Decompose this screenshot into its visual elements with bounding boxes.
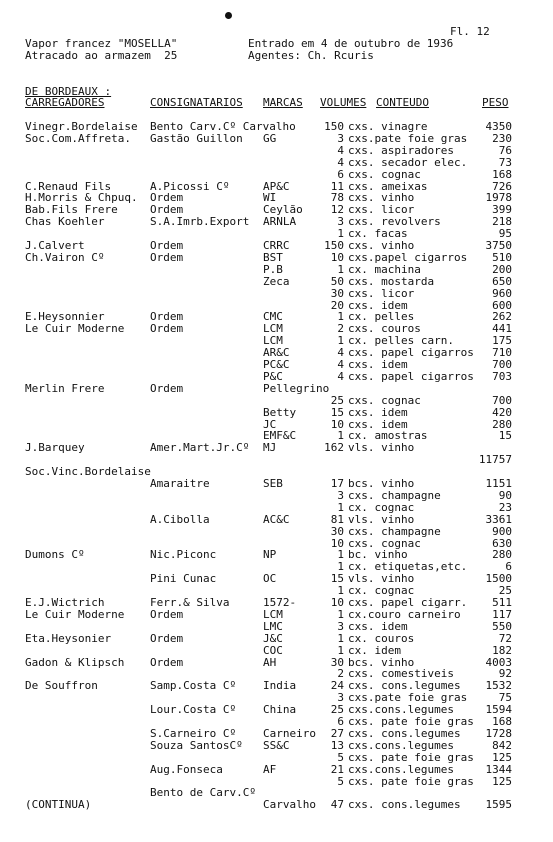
- weight-cell: 441: [492, 322, 512, 336]
- weight-cell: 168: [492, 715, 512, 728]
- weight-cell: 700: [492, 358, 512, 371]
- shipper-cell: (CONTINUA): [25, 798, 92, 812]
- volume-cell: 2: [337, 322, 344, 336]
- col-header-contents: CONTEUDO: [376, 96, 429, 109]
- shipper-cell: Bab.Fils Frere: [25, 203, 118, 217]
- contents-cell: cxs. ameixas: [348, 179, 428, 193]
- col-header-marks: MARCAS: [263, 96, 303, 109]
- consignee-cell: A.Cibolla: [150, 512, 210, 526]
- consignee-cell: Ordem: [150, 322, 184, 336]
- contents-cell: cxs. vinho: [348, 191, 415, 205]
- volume-cell: 4: [337, 358, 344, 371]
- contents-cell: bcs. vinho: [348, 655, 415, 669]
- contents-cell: cxs. licor: [348, 286, 415, 300]
- contents-cell: vls. vinho: [348, 512, 415, 526]
- contents-cell: cxs. cons.legumes: [348, 679, 461, 693]
- shipper-cell: Vinegr.Bordelaise: [25, 120, 138, 133]
- consignee-cell: Ordem: [150, 191, 184, 205]
- punch-hole: [225, 12, 232, 19]
- contents-cell: cxs. papel cigarros: [348, 369, 474, 383]
- contents-cell: cx. cognac: [348, 584, 415, 598]
- mark-cell: AC&C: [263, 512, 290, 526]
- contents-cell: cxs. cons.legumes: [348, 726, 461, 740]
- contents-cell: cx. facas: [348, 227, 408, 241]
- contents-cell: cxs. papel cigarros: [348, 346, 474, 360]
- consignee-cell: Bento de Carv.Cº: [150, 786, 256, 800]
- shipper-cell: E.J.Wictrich: [25, 596, 105, 609]
- consignee-cell: Pini Cunac: [150, 572, 217, 586]
- volume-cell: 2: [337, 667, 344, 681]
- mark-cell: MJ: [263, 441, 277, 455]
- mark-cell: P&C: [263, 369, 283, 383]
- contents-cell: cxs. pate foie gras: [348, 774, 474, 788]
- weight-cell: 1344: [485, 762, 512, 776]
- weight-cell: 72: [498, 631, 512, 645]
- folio-number: Fl. 12: [450, 25, 490, 38]
- mark-cell: CRRC: [263, 239, 290, 252]
- contents-cell: cxs. idem: [348, 298, 408, 312]
- contents-cell: cxs. revolvers: [348, 215, 441, 229]
- shipper-cell: C.Renaud Fils: [25, 179, 112, 193]
- volume-cell: 1: [337, 584, 344, 598]
- contents-cell: cxs. champagne: [348, 524, 441, 538]
- volume-cell: 30: [330, 286, 344, 300]
- volume-cell: 25: [330, 393, 344, 407]
- weight-cell: 700: [492, 393, 512, 407]
- shipper-cell: Dumons Cº: [25, 548, 85, 562]
- mark-cell: J&C: [263, 631, 283, 645]
- weight-cell: 200: [492, 262, 512, 276]
- volume-cell: 1: [337, 227, 344, 241]
- volume-cell: 3: [337, 619, 344, 633]
- volume-cell: 150: [324, 120, 344, 133]
- volume-cell: 1: [337, 607, 344, 621]
- contents-cell: cxs. mostarda: [348, 274, 435, 288]
- weight-cell: 842: [492, 738, 512, 752]
- contents-cell: vls. vinho: [348, 441, 415, 455]
- volume-cell: 3: [337, 215, 344, 229]
- weight-cell: 960: [492, 286, 512, 300]
- weight-cell: 90: [498, 488, 512, 502]
- shipper-cell: De Souffron: [25, 679, 98, 693]
- volume-cell: 13: [330, 738, 344, 752]
- contents-cell: cxs. champagne: [348, 488, 441, 502]
- weight-cell: 550: [492, 619, 512, 633]
- consignee-cell: Ordem: [150, 381, 184, 395]
- weight-cell: 25: [498, 584, 512, 598]
- weight-cell: 1595: [485, 798, 512, 812]
- mark-cell: AH: [263, 655, 277, 669]
- weight-cell: 3750: [485, 239, 512, 252]
- volume-cell: 10: [330, 250, 344, 264]
- volume-cell: 10: [330, 536, 344, 550]
- mark-cell: GG: [263, 131, 277, 145]
- consignee-cell: Lour.Costa Cº: [150, 703, 237, 717]
- berth-info: Atracado ao armazem 25: [25, 49, 178, 62]
- contents-cell: cx. cognac: [348, 500, 415, 514]
- volume-cell: 5: [337, 774, 344, 788]
- weight-cell: 1532: [485, 679, 512, 693]
- volume-cell: 3: [337, 691, 344, 705]
- mark-cell: PC&C: [263, 358, 290, 371]
- volume-cell: 162: [324, 441, 344, 455]
- consignee-cell: Ordem: [150, 250, 184, 264]
- shipper-cell: Le Cuir Moderne: [25, 607, 125, 621]
- mark-cell: ARNLA: [263, 215, 297, 229]
- weight-cell: 1500: [485, 572, 512, 586]
- contents-cell: cxs. cons.legumes: [348, 798, 461, 812]
- consignee-cell: Amer.Mart.Jr.Cº: [150, 441, 250, 455]
- volume-cell: 4: [337, 143, 344, 157]
- contents-cell: cxs. aspiradores: [348, 143, 454, 157]
- weight-cell: 95: [498, 227, 512, 241]
- weight-cell: 710: [492, 346, 512, 360]
- col-header-shippers: CARREGADORES: [25, 96, 105, 109]
- volume-cell: 15: [330, 405, 344, 419]
- mark-cell: Zeca: [263, 274, 290, 288]
- consignee-cell: A.Picossi Cº: [150, 179, 230, 193]
- volume-cell: 17: [330, 477, 344, 490]
- weight-cell: 3361: [485, 512, 512, 526]
- volume-cell: 1: [337, 500, 344, 514]
- volume-cell: 21: [330, 762, 344, 776]
- contents-cell: cxs. vinho: [348, 239, 415, 252]
- mark-cell: CMC: [263, 310, 283, 324]
- contents-cell: bcs. vinho: [348, 477, 415, 490]
- consignee-cell: S.A.Imrb.Export: [150, 215, 250, 229]
- mark-cell: LCM: [263, 607, 283, 621]
- weight-cell: 1594: [485, 703, 512, 717]
- weight-cell: 262: [492, 310, 512, 324]
- contents-cell: cxs. idem: [348, 619, 408, 633]
- volume-cell: 10: [330, 596, 344, 609]
- contents-cell: cxs.pate foie gras: [348, 691, 468, 705]
- weight-cell: 4350: [485, 120, 512, 133]
- mark-cell: LCM: [263, 322, 283, 336]
- weight-cell: 420: [492, 405, 512, 419]
- volume-cell: 27: [330, 726, 344, 740]
- volume-cell: 3: [337, 131, 344, 145]
- contents-cell: cxs. comestiveis: [348, 667, 454, 681]
- mark-cell: EMF&C: [263, 429, 297, 443]
- contents-cell: cxs. papel cigarr.: [348, 596, 468, 609]
- weight-cell: 175: [492, 334, 512, 348]
- mark-cell: WI: [263, 191, 277, 205]
- contents-cell: vls. vinho: [348, 572, 415, 586]
- shipper-cell: Soc.Com.Affreta.: [25, 131, 131, 145]
- mark-cell: 1572-: [263, 596, 297, 609]
- weight-cell: 1151: [485, 477, 512, 490]
- mark-cell: SS&C: [263, 738, 290, 752]
- consignee-cell: Ferr.& Silva: [150, 596, 230, 609]
- contents-cell: cxs.cons.legumes: [348, 762, 454, 776]
- contents-cell: cxs. secador elec.: [348, 155, 468, 169]
- contents-cell: cx. pelles carn.: [348, 334, 454, 348]
- consignee-cell: Souza SantosCº: [150, 738, 243, 752]
- weight-cell: 11757: [478, 453, 512, 467]
- contents-cell: cxs.cons.legumes: [348, 703, 454, 717]
- weight-cell: 125: [492, 774, 512, 788]
- volume-cell: 1: [337, 643, 344, 657]
- col-header-volumes: VOLUMES: [320, 96, 367, 109]
- contents-cell: cxs. pate foie gras: [348, 750, 474, 764]
- shipper-cell: J.Barquey: [25, 441, 85, 455]
- shipper-cell: Merlin Frere: [25, 381, 105, 395]
- contents-cell: cx. etiquetas,etc.: [348, 560, 468, 574]
- weight-cell: 726: [492, 179, 512, 193]
- consignee-cell: S.Carneiro Cº: [150, 726, 237, 740]
- volume-cell: 10: [330, 417, 344, 431]
- contents-cell: cxs. idem: [348, 405, 408, 419]
- volume-cell: 5: [337, 750, 344, 764]
- consignee-cell: Aug.Fonseca: [150, 762, 223, 776]
- volume-cell: 1: [337, 560, 344, 574]
- volume-cell: 81: [330, 512, 344, 526]
- consignee-cell: Ordem: [150, 607, 184, 621]
- contents-cell: cxs.papel cigarros: [348, 250, 468, 264]
- volume-cell: 30: [330, 655, 344, 669]
- mark-cell: BST: [263, 250, 283, 264]
- volume-cell: 24: [330, 679, 344, 693]
- shipper-cell: Ch.Vairon Cº: [25, 250, 105, 264]
- volume-cell: 30: [330, 524, 344, 538]
- consignee-cell: Ordem: [150, 203, 184, 217]
- origin-port: DE BORDEAUX :: [25, 85, 112, 98]
- weight-cell: 73: [498, 155, 512, 169]
- contents-cell: cxs. pate foie gras: [348, 715, 474, 728]
- contents-cell: cx. amostras: [348, 429, 428, 443]
- weight-cell: 6: [505, 560, 512, 574]
- contents-cell: cxs.cons.legumes: [348, 738, 454, 752]
- mark-cell: JC: [263, 417, 277, 431]
- shipper-cell: Soc.Vinc.Bordelaise: [25, 465, 151, 479]
- weight-cell: 182: [492, 643, 512, 657]
- weight-cell: 92: [498, 667, 512, 681]
- mark-cell: Carneiro: [263, 726, 316, 740]
- contents-cell: cx. machina: [348, 262, 421, 276]
- volume-cell: 150: [324, 239, 344, 252]
- weight-cell: 4003: [485, 655, 512, 669]
- weight-cell: 76: [498, 143, 512, 157]
- volume-cell: 3: [337, 488, 344, 502]
- volume-cell: 4: [337, 346, 344, 360]
- mark-cell: AP&C: [263, 179, 290, 193]
- consignee-cell: Gastão Guillon: [150, 131, 243, 145]
- contents-cell: cx. idem: [348, 643, 401, 657]
- volume-cell: 1: [337, 310, 344, 324]
- weight-cell: 1728: [485, 726, 512, 740]
- consignee-cell: Ordem: [150, 655, 184, 669]
- weight-cell: 230: [492, 131, 512, 145]
- contents-cell: cxs. cognac: [348, 393, 421, 407]
- mark-cell: OC: [263, 572, 277, 586]
- weight-cell: 511: [492, 596, 512, 609]
- shipper-cell: H.Morris & Chpuq.: [25, 191, 138, 205]
- weight-cell: 280: [492, 548, 512, 562]
- volume-cell: 11: [330, 179, 344, 193]
- mark-cell: LMC: [263, 619, 283, 633]
- weight-cell: 23: [498, 500, 512, 514]
- weight-cell: 900: [492, 524, 512, 538]
- volume-cell: 47: [330, 798, 344, 812]
- shipper-cell: Gadon & Klipsch: [25, 655, 125, 669]
- weight-cell: 280: [492, 417, 512, 431]
- weight-cell: 600: [492, 298, 512, 312]
- consignee-cell: Ordem: [150, 239, 184, 252]
- consignee-cell: Samp.Costa Cº: [150, 679, 237, 693]
- volume-cell: 6: [337, 715, 344, 728]
- volume-cell: 6: [337, 167, 344, 181]
- weight-cell: 650: [492, 274, 512, 288]
- mark-cell: China: [263, 703, 297, 717]
- mark-cell: SEB: [263, 477, 283, 490]
- mark-cell: Carvalho: [263, 798, 316, 812]
- consignee-cell: Nic.Piconc: [150, 548, 217, 562]
- shipper-cell: E.Heysonnier: [25, 310, 105, 324]
- contents-cell: cxs. couros: [348, 322, 421, 336]
- col-header-weight: PESO: [482, 96, 509, 109]
- col-header-consignees: CONSIGNATARIOS: [150, 96, 243, 109]
- volume-cell: 1: [337, 631, 344, 645]
- weight-cell: 399: [492, 203, 512, 217]
- volume-cell: 1: [337, 334, 344, 348]
- volume-cell: 15: [330, 572, 344, 586]
- volume-cell: 25: [330, 703, 344, 717]
- volume-cell: 1: [337, 548, 344, 562]
- consignee-cell: Ordem: [150, 310, 184, 324]
- shipper-cell: Eta.Heysonier: [25, 631, 112, 645]
- mark-cell: India: [263, 679, 297, 693]
- contents-cell: cx. pelles: [348, 310, 415, 324]
- weight-cell: 1978: [485, 191, 512, 205]
- volume-cell: 12: [330, 203, 344, 217]
- arrival-date: Entrado em 4 de outubro de 1936: [248, 37, 454, 50]
- contents-cell: cxs. licor: [348, 203, 415, 217]
- weight-cell: 218: [492, 215, 512, 229]
- contents-cell: cxs. idem: [348, 417, 408, 431]
- shipper-cell: J.Calvert: [25, 239, 85, 252]
- mark-cell: AR&C: [263, 346, 290, 360]
- consignee-cell: Bento Carv.Cº Carvalho: [150, 120, 296, 133]
- weight-cell: 125: [492, 750, 512, 764]
- weight-cell: 630: [492, 536, 512, 550]
- mark-cell: Pellegrino: [263, 381, 330, 395]
- agents-info: Agentes: Ch. Rcuris: [248, 49, 374, 62]
- contents-cell: cxs.pate foie gras: [348, 131, 468, 145]
- mark-cell: Ceylão: [263, 203, 303, 217]
- shipper-cell: Le Cuir Moderne: [25, 322, 125, 336]
- volume-cell: 1: [337, 262, 344, 276]
- volume-cell: 20: [330, 298, 344, 312]
- ship-name: Vapor francez "MOSELLA": [25, 37, 178, 50]
- mark-cell: COC: [263, 643, 283, 657]
- contents-cell: cxs. vinagre: [348, 120, 428, 133]
- weight-cell: 168: [492, 167, 512, 181]
- volume-cell: 78: [330, 191, 344, 205]
- volume-cell: 1: [337, 429, 344, 443]
- contents-cell: bc. vinho: [348, 548, 408, 562]
- weight-cell: 117: [492, 607, 512, 621]
- contents-cell: cxs. idem: [348, 358, 408, 371]
- mark-cell: P.B: [263, 262, 283, 276]
- volume-cell: 50: [330, 274, 344, 288]
- mark-cell: Betty: [263, 405, 297, 419]
- contents-cell: cxs. cognac: [348, 536, 421, 550]
- contents-cell: cx. couros: [348, 631, 415, 645]
- contents-cell: cxs. cognac: [348, 167, 421, 181]
- consignee-cell: Ordem: [150, 631, 184, 645]
- weight-cell: 510: [492, 250, 512, 264]
- shipper-cell: Chas Koehler: [25, 215, 105, 229]
- weight-cell: 703: [492, 369, 512, 383]
- mark-cell: NP: [263, 548, 277, 562]
- mark-cell: LCM: [263, 334, 283, 348]
- mark-cell: AF: [263, 762, 277, 776]
- volume-cell: 4: [337, 155, 344, 169]
- volume-cell: 4: [337, 369, 344, 383]
- consignee-cell: Amaraitre: [150, 477, 210, 490]
- weight-cell: 15: [498, 429, 512, 443]
- contents-cell: cx.couro carneiro: [348, 607, 461, 621]
- weight-cell: 75: [498, 691, 512, 705]
